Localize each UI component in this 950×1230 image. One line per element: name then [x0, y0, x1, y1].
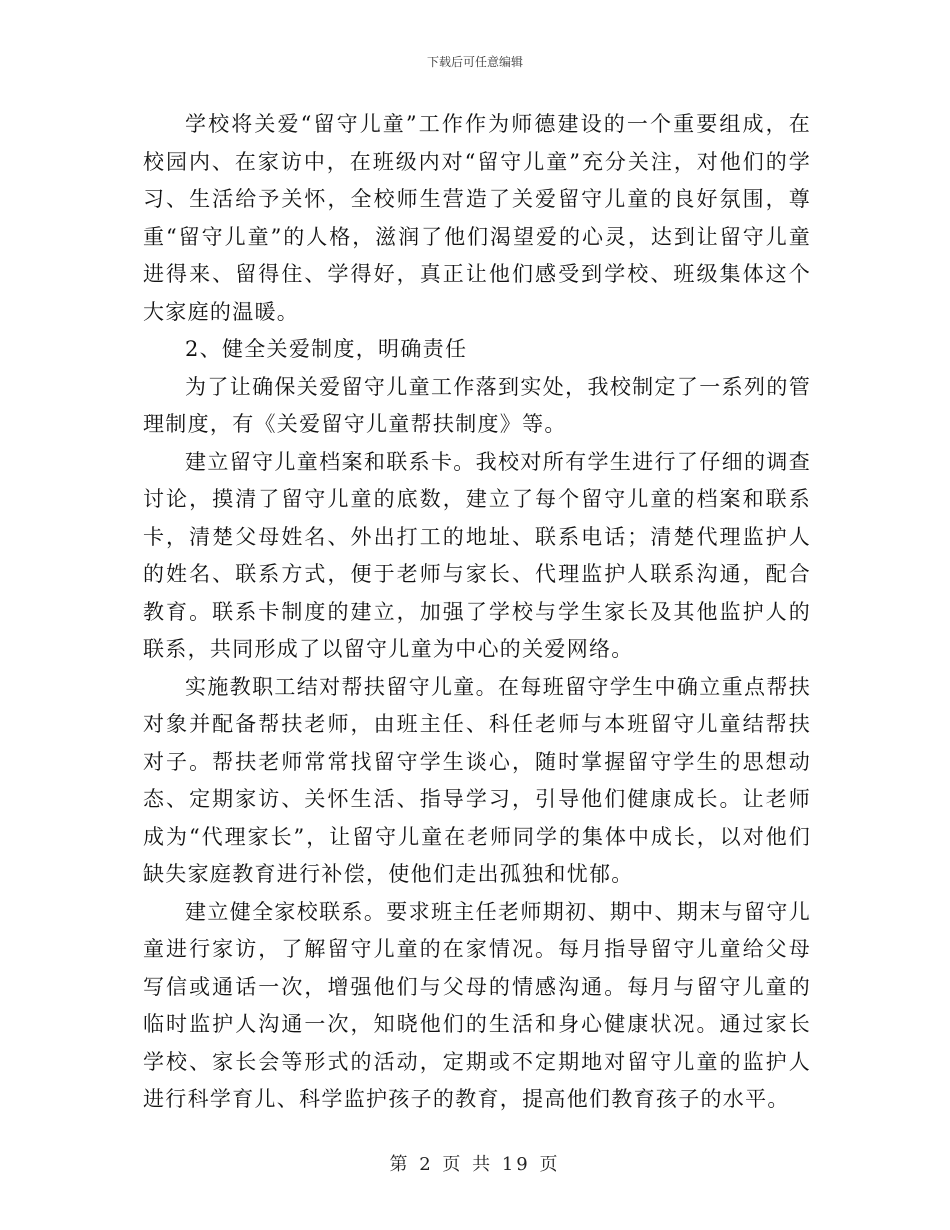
- document-body: [143, 106, 811, 1119]
- page-header: 下载后可任意编辑: [426, 55, 523, 69]
- paragraph-archives-contact-cards: 建立留守儿童档案和联系卡。我校对所有学生进行了仔细的调查讨论，摸清了留守儿童的底数，建立了每个留守儿童的档案和联系卡，清楚父母姓名、外出打工的地址、联系电话；清楚代理监护人的姓名、联系方式，便于老师与家长、代理监护人联系沟通，配合教育。联系卡制度的建立，加强了学校与学生家长及其他监护人的联系，共同形成了以留守儿童为中心的关爱网络。: [143, 449, 811, 661]
- paragraph-teacher-pairing: 实施教职工结对帮扶留守儿童。在每班留守学生中确立重点帮扶对象并配备帮扶老师，由班主任、科任老师与本班留守儿童结帮扶对子。帮扶老师常常找留守学生谈心，随时掌握留守学生的思想动态、定期家访、关怀生活、指导学习，引导他们健康成长。让老师成为“代理家长”，让留守儿童在老师同学的集体中成长，以对他们缺失家庭教育进行补偿，使他们走出孤独和忧郁。: [143, 674, 811, 886]
- paragraph-management-rules: 为了让确保关爱留守儿童工作落到实处，我校制定了一系列的管理制度，有《关爱留守儿童帮扶制度》等。: [143, 374, 811, 436]
- paragraph-home-school-contact: 建立健全家校联系。要求班主任老师期初、期中、期末与留守儿童进行家访，了解留守儿童的在家情况。每月指导留守儿童给父母写信或通话一次，增强他们与父母的情感沟通。每月与留守儿童的临时监护人沟通一次，知晓他们的生活和身心健康状况。通过家长学校、家长会等形式的活动，定期或不定期地对留守儿童的监护人进行科学育儿、科学监护孩子的教育，提高他们教育孩子的水平。: [143, 899, 811, 1111]
- section-heading-care-system: 2、健全关爱制度，明确责任: [185, 337, 468, 361]
- page-number: 第 2 页 共 19 页: [389, 1154, 561, 1175]
- paragraph-care-culture: 学校将关爱“留守儿童”工作作为师德建设的一个重要组成，在校园内、在家访中，在班级内对“留守儿童”充分关注，对他们的学习、生活给予关怀，全校师生营造了关爱留守儿童的良好氛围，尊重“留守儿童”的人格，滋润了他们渴望爱的心灵，达到让留守儿童进得来、留得住、学得好，真正让他们感受到学校、班级集体这个大家庭的温暖。: [143, 112, 811, 324]
